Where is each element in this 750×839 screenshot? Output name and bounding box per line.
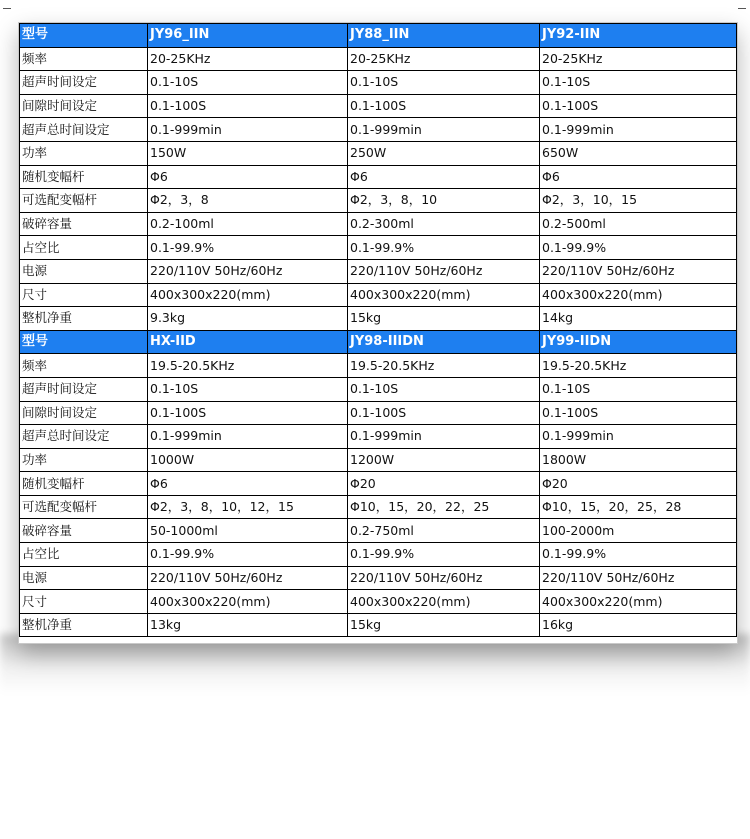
spec-label-cell: 破碎容量 — [20, 212, 148, 236]
spec-value-cell: 19.5-20.5KHz — [540, 354, 737, 378]
spec-label-cell: 功率 — [20, 448, 148, 472]
table-row — [20, 189, 737, 213]
spec-value-cell: 0.2-300ml — [348, 212, 540, 236]
spec-value-cell: 0.1-100S — [148, 94, 348, 118]
spec-value-cell: 220/110V 50Hz/60Hz — [348, 566, 540, 590]
spec-table — [19, 23, 737, 637]
spec-value-cell: 0.1-999min — [148, 118, 348, 142]
spec-label-cell: 破碎容量 — [20, 519, 148, 543]
spec-value-cell: 0.1-10S — [348, 377, 540, 401]
spec-value-cell: 1200W — [348, 448, 540, 472]
spec-value-cell: 15kg — [348, 613, 540, 637]
corner-mark-right — [738, 8, 746, 9]
table-row — [20, 354, 737, 378]
spec-value-cell: 220/110V 50Hz/60Hz — [348, 259, 540, 283]
spec-value-cell: 19.5-20.5KHz — [348, 354, 540, 378]
spec-label-cell: 频率 — [20, 354, 148, 378]
spec-value-cell: Φ10，15，20，25，28 — [540, 495, 737, 519]
model-name-cell: JY96_IIN — [148, 24, 348, 48]
spec-value-cell: 400x300x220(mm) — [148, 283, 348, 307]
corner-mark-left — [3, 8, 11, 9]
spec-value-cell: Φ6 — [148, 165, 348, 189]
spec-value-cell: 16kg — [540, 613, 737, 637]
spec-value-cell: 0.2-750ml — [348, 519, 540, 543]
spec-value-cell: 9.3kg — [148, 307, 348, 331]
spec-label-cell: 尺寸 — [20, 590, 148, 614]
spec-label-cell: 随机变幅杆 — [20, 165, 148, 189]
spec-label-cell: 占空比 — [20, 543, 148, 567]
spec-value-cell: 0.1-10S — [148, 71, 348, 95]
spec-value-cell: 150W — [148, 141, 348, 165]
table-row — [20, 401, 737, 425]
spec-value-cell: 220/110V 50Hz/60Hz — [540, 259, 737, 283]
model-name-cell: JY99-IIDN — [540, 330, 737, 354]
spec-value-cell: 20-25KHz — [148, 47, 348, 71]
spec-label-cell: 间隙时间设定 — [20, 401, 148, 425]
model-name-cell: JY88_IIN — [348, 24, 540, 48]
spec-value-cell: 220/110V 50Hz/60Hz — [148, 259, 348, 283]
header-label-cell: 型号 — [20, 24, 148, 48]
spec-label-cell: 随机变幅杆 — [20, 472, 148, 496]
spec-label-cell: 可选配变幅杆 — [20, 495, 148, 519]
spec-label-cell: 占空比 — [20, 236, 148, 260]
spec-value-cell: 400x300x220(mm) — [540, 590, 737, 614]
table-row — [20, 543, 737, 567]
spec-value-cell: 0.1-10S — [540, 377, 737, 401]
spec-value-cell: 50-1000ml — [148, 519, 348, 543]
table-row — [20, 377, 737, 401]
model-name-cell: JY92-IIN — [540, 24, 737, 48]
spec-value-cell: 0.1-999min — [348, 425, 540, 449]
spec-value-cell: 650W — [540, 141, 737, 165]
table-row — [20, 425, 737, 449]
spec-value-cell: 0.1-99.9% — [348, 236, 540, 260]
spec-value-cell: 0.1-100S — [540, 94, 737, 118]
table-row — [20, 519, 737, 543]
header-label-cell: 型号 — [20, 330, 148, 354]
model-name-cell: HX-IID — [148, 330, 348, 354]
spec-value-cell: 0.1-10S — [148, 377, 348, 401]
spec-value-cell: 14kg — [540, 307, 737, 331]
spec-value-cell: 220/110V 50Hz/60Hz — [540, 566, 737, 590]
spec-label-cell: 整机净重 — [20, 307, 148, 331]
table-row — [20, 94, 737, 118]
spec-label-cell: 功率 — [20, 141, 148, 165]
spec-value-cell: Φ2，3，8，10 — [348, 189, 540, 213]
spec-value-cell: 250W — [348, 141, 540, 165]
spec-value-cell: 0.1-10S — [348, 71, 540, 95]
spec-value-cell: 400x300x220(mm) — [348, 283, 540, 307]
spec-value-cell: Φ10，15，20，22，25 — [348, 495, 540, 519]
spec-value-cell: 0.2-100ml — [148, 212, 348, 236]
spec-label-cell: 尺寸 — [20, 283, 148, 307]
spec-label-cell: 频率 — [20, 47, 148, 71]
spec-value-cell: 400x300x220(mm) — [348, 590, 540, 614]
table-header-row — [20, 24, 737, 48]
table-row — [20, 590, 737, 614]
table-row — [20, 566, 737, 590]
table-row — [20, 71, 737, 95]
spec-label-cell: 超声时间设定 — [20, 377, 148, 401]
spec-value-cell: 0.1-999min — [148, 425, 348, 449]
spec-value-cell: 0.1-100S — [348, 94, 540, 118]
spec-label-cell: 间隙时间设定 — [20, 94, 148, 118]
spec-value-cell: Φ2，3，8，10，12，15 — [148, 495, 348, 519]
spec-label-cell: 超声总时间设定 — [20, 425, 148, 449]
spec-value-cell: 0.1-100S — [348, 401, 540, 425]
table-row — [20, 212, 737, 236]
table-row — [20, 472, 737, 496]
table-header-row — [20, 330, 737, 354]
spec-value-cell: 20-25KHz — [348, 47, 540, 71]
spec-value-cell: 0.1-999min — [540, 425, 737, 449]
spec-value-cell: 0.2-500ml — [540, 212, 737, 236]
spec-value-cell: 0.1-100S — [540, 401, 737, 425]
spec-value-cell: 0.1-99.9% — [148, 543, 348, 567]
spec-value-cell: Φ2，3，8 — [148, 189, 348, 213]
table-row — [20, 283, 737, 307]
table-row — [20, 307, 737, 331]
spec-value-cell: 0.1-999min — [348, 118, 540, 142]
spec-value-cell: Φ20 — [348, 472, 540, 496]
spec-value-cell: 0.1-10S — [540, 71, 737, 95]
table-row — [20, 236, 737, 260]
spec-label-cell: 超声总时间设定 — [20, 118, 148, 142]
model-name-cell: JY98-IIIDN — [348, 330, 540, 354]
table-row — [20, 259, 737, 283]
table-row — [20, 141, 737, 165]
spec-value-cell: 0.1-100S — [148, 401, 348, 425]
table-row — [20, 495, 737, 519]
table-row — [20, 448, 737, 472]
spec-value-cell: 100-2000m — [540, 519, 737, 543]
spec-value-cell: 400x300x220(mm) — [540, 283, 737, 307]
spec-value-cell: Φ2，3，10，15 — [540, 189, 737, 213]
spec-label-cell: 电源 — [20, 566, 148, 590]
spec-label-cell: 电源 — [20, 259, 148, 283]
spec-value-cell: 19.5-20.5KHz — [148, 354, 348, 378]
spec-label-cell: 整机净重 — [20, 613, 148, 637]
spec-value-cell: 0.1-99.9% — [348, 543, 540, 567]
spec-value-cell: 0.1-999min — [540, 118, 737, 142]
table-row — [20, 165, 737, 189]
spec-value-cell: Φ6 — [148, 472, 348, 496]
spec-value-cell: 1800W — [540, 448, 737, 472]
spec-value-cell: 13kg — [148, 613, 348, 637]
spec-value-cell: 0.1-99.9% — [148, 236, 348, 260]
spec-value-cell: Φ6 — [540, 165, 737, 189]
spec-label-cell: 可选配变幅杆 — [20, 189, 148, 213]
table-row — [20, 47, 737, 71]
table-row — [20, 613, 737, 637]
spec-label-cell: 超声时间设定 — [20, 71, 148, 95]
table-row — [20, 118, 737, 142]
spec-value-cell: 0.1-99.9% — [540, 236, 737, 260]
spec-value-cell: Φ6 — [348, 165, 540, 189]
spec-value-cell: 1000W — [148, 448, 348, 472]
spec-value-cell: 220/110V 50Hz/60Hz — [148, 566, 348, 590]
spec-value-cell: Φ20 — [540, 472, 737, 496]
spec-value-cell: 0.1-99.9% — [540, 543, 737, 567]
spec-value-cell: 400x300x220(mm) — [148, 590, 348, 614]
spec-value-cell: 15kg — [348, 307, 540, 331]
spec-value-cell: 20-25KHz — [540, 47, 737, 71]
